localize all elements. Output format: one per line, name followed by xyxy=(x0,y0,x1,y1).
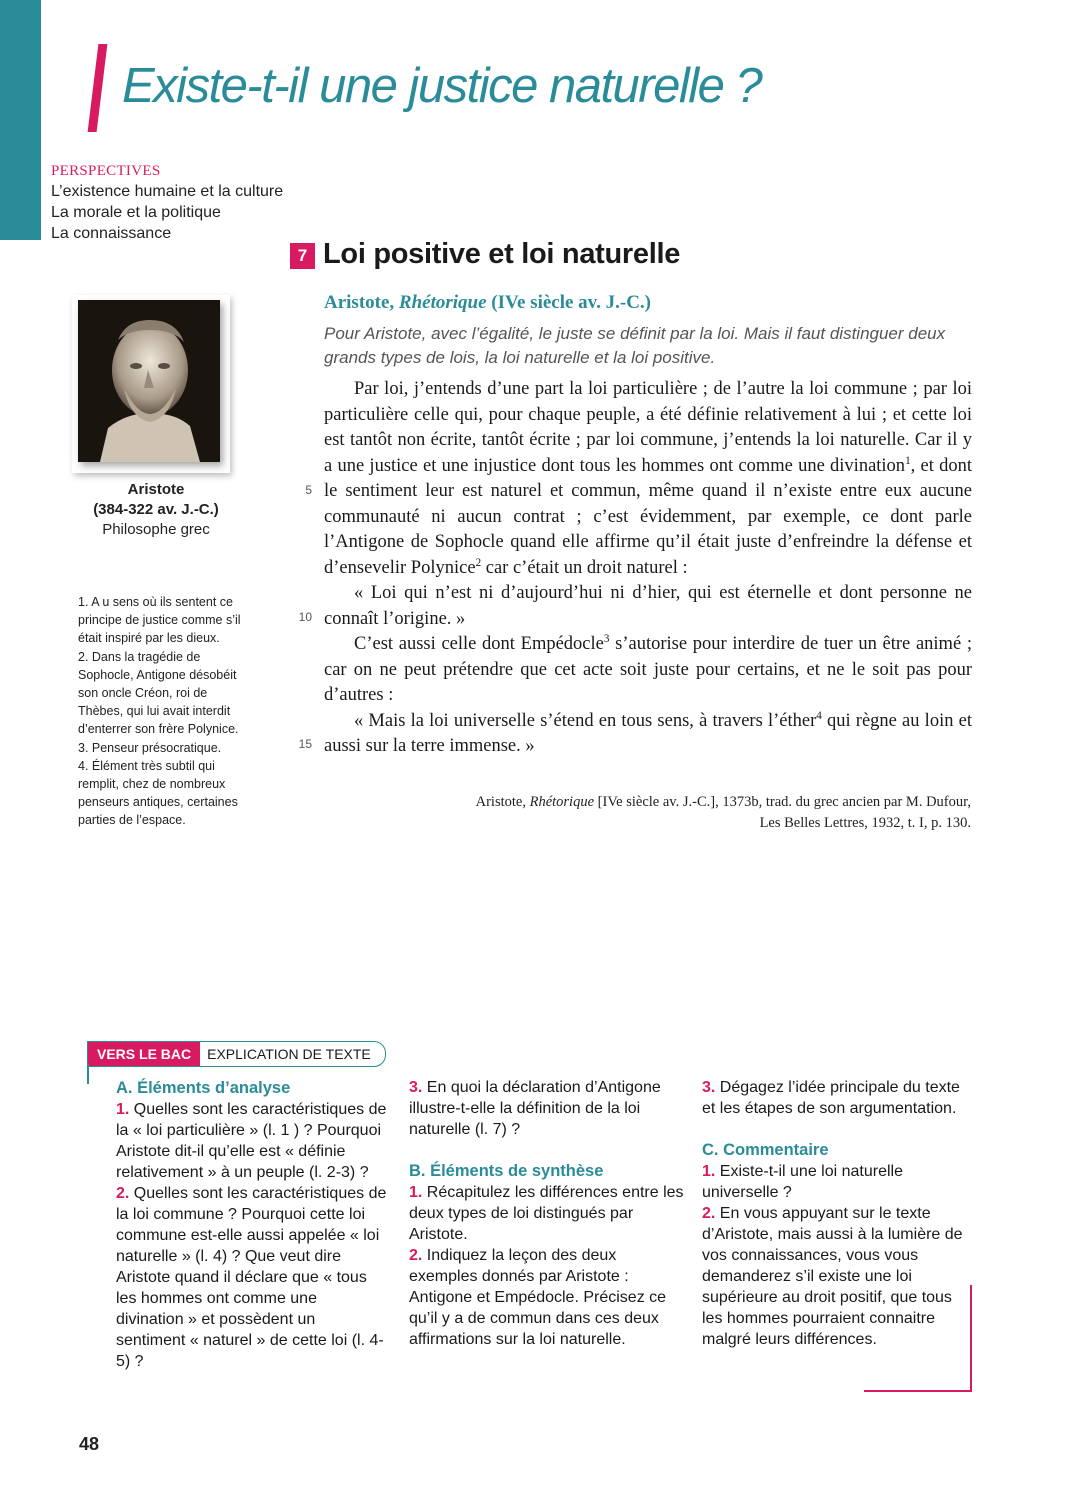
document-title: Loi positive et loi naturelle xyxy=(323,238,681,270)
bac-column-2 xyxy=(409,1077,684,1350)
corner-accent-vertical xyxy=(970,1285,972,1391)
portrait-dates: (384-322 av. J.-C.) xyxy=(93,501,219,518)
question: 1. Quelles sont les caractéristiques de la « loi particulière » (l. 1 ) ? Pourquoi Aristote dit-il qu’elle est « définie relativement » à un peuple (l. 2-3) ? xyxy=(116,1101,387,1181)
bac-column-1 xyxy=(116,1077,388,1372)
bac-column-3 xyxy=(702,1077,966,1350)
question: 3. Dégagez l’idée principale du texte et les étapes de son argumentation. xyxy=(702,1079,960,1117)
bac-tag xyxy=(87,1041,386,1067)
main-text xyxy=(324,377,972,760)
line-number: 10 xyxy=(298,610,312,624)
paragraph: Par loi, j’entends d’une part la loi particulière ; de l’autre la loi commune ; par loi particulière celle qui, pour chaque peuple, a été définie relativement à lui ; et cette loi est tantôt non écrite, tantôt écrite ; par loi commune, j’entends la loi naturelle. Car il y a une justice et une injustice dont tous les hommes ont comme une divination$^1$, et dont le sentiment leur est naturel et commun, même quand il n’existe entre eux aucune communauté ni aucun contrat ; c’est évidemment, par exemple, ce dont parle l’Antigone de Sophocle quand elle affirme qu’il était juste d’enfreindre la défense et d’ensevelir Polynice$^2$ car c’était un droit naturel : xyxy=(324,379,972,578)
perspectives-label: PERSPECTIVES xyxy=(51,163,161,179)
page-title: Existe-t-il une justice naturelle ? xyxy=(122,59,762,113)
perspectives-list xyxy=(51,181,283,244)
bac-tag-connector xyxy=(87,1064,89,1084)
portrait-caption xyxy=(66,480,246,540)
question: 2. En vous appuyant sur le texte d’Aristote, mais aussi à la lumière de vos connaissances, vous vous demanderez s’il existe une loi supérieure au droit positif, que tous les hommes pourraient connaitre malgré leurs différences. xyxy=(702,1205,963,1348)
footnote: 1. A u sens où ils sentent ce principe de justice comme s’il était inspiré par les dieux. xyxy=(78,595,241,646)
portrait-role: Philosophe grec xyxy=(102,521,210,538)
footnote: 4. Élément très subtil qui remplit, chez de nombreux penseurs antiques, certaines parties de l’espace. xyxy=(78,758,238,828)
perspective-item: La morale et la politique xyxy=(51,204,221,221)
question: 2. Indiquez la leçon des deux exemples donnés par Aristote : Antigone et Empédocle. Précisez ce qu’il y a de commun dans ces deux affirmations sur la loi naturelle. xyxy=(409,1247,667,1348)
footnote: 3. Penseur présocratique. xyxy=(78,740,222,755)
bac-tag-type: EXPLICATION DE TEXTE xyxy=(207,1046,371,1062)
source-heading: Aristote, Rhétorique (IVe siècle av. J.-C.) xyxy=(324,292,652,313)
paragraph: « Loi qui n’est ni d’aujourd’hui ni d’hier, qui est éternelle et dont personne ne connaît l’origine. » xyxy=(324,583,972,629)
citation: Aristote, Rhétorique [IVe siècle av. J.-C.], 1373b, trad. du grec ancien par M. Dufour, Les Belles Lettres, 1932, t. I, p. 130. xyxy=(475,794,971,831)
portrait-name: Aristote xyxy=(127,481,185,498)
question: 1. Existe-t-il une loi naturelle universelle ? xyxy=(702,1163,903,1201)
footnotes xyxy=(78,593,253,830)
section-title: B. Éléments de synthèse xyxy=(409,1162,604,1180)
corner-accent-horizontal xyxy=(864,1390,972,1392)
question: 2. Quelles sont les caractéristiques de la loi commune ? Pourquoi cette loi commune est-elle aussi appelée « loi naturelle » (l. 4) ? Que veut dire Aristote quand il déclare que « tous les hommes ont comme une divination » et possèdent un sentiment « naturel » de cette loi (l. 4-5) ? xyxy=(116,1185,387,1370)
section-title: A. Éléments d’analyse xyxy=(116,1079,291,1097)
intro-text: Pour Aristote, avec l’égalité, le juste se définit par la loi. Mais il faut distinguer deux grands types de lois, la loi naturelle et la loi positive. xyxy=(324,324,946,367)
perspective-item: La connaissance xyxy=(51,225,172,242)
perspective-item: L’existence humaine et la culture xyxy=(51,183,284,200)
page-number: 48 xyxy=(79,1434,100,1454)
line-number: 5 xyxy=(305,483,312,497)
teal-side-bar xyxy=(0,0,41,240)
bac-tag-label: VERS LE BAC xyxy=(88,1042,200,1066)
paragraph: C’est aussi celle dont Empédocle$^3$ s’autorise pour interdire de tuer un être animé ; car on ne peut prétendre que cet acte soit juste pour certains, et ne le soit pas pour d’autres : xyxy=(324,632,972,705)
question: 1. Récapitulez les différences entre les deux types de loi distingués par Aristote. xyxy=(409,1184,684,1243)
line-number: 15 xyxy=(298,737,312,751)
aristotle-bust-image xyxy=(78,300,220,462)
title-accent-slash xyxy=(88,44,108,132)
question: 3. En quoi la déclaration d’Antigone illustre-t-elle la définition de la loi naturelle (l. 7) ? xyxy=(409,1079,661,1138)
footnote: 2. Dans la tragédie de Sophocle, Antigone désobéit son oncle Créon, roi de Thèbes, qui lui avait interdit d’enterrer son frère Polynice. xyxy=(78,649,239,737)
paragraph: « Mais la loi universelle s’étend en tous sens, à travers l’éther$^4$ qui règne au loin et aussi sur la terre immense. » xyxy=(324,709,972,756)
document-number-badge: 7 xyxy=(290,243,315,269)
section-title: C. Commentaire xyxy=(702,1141,829,1159)
